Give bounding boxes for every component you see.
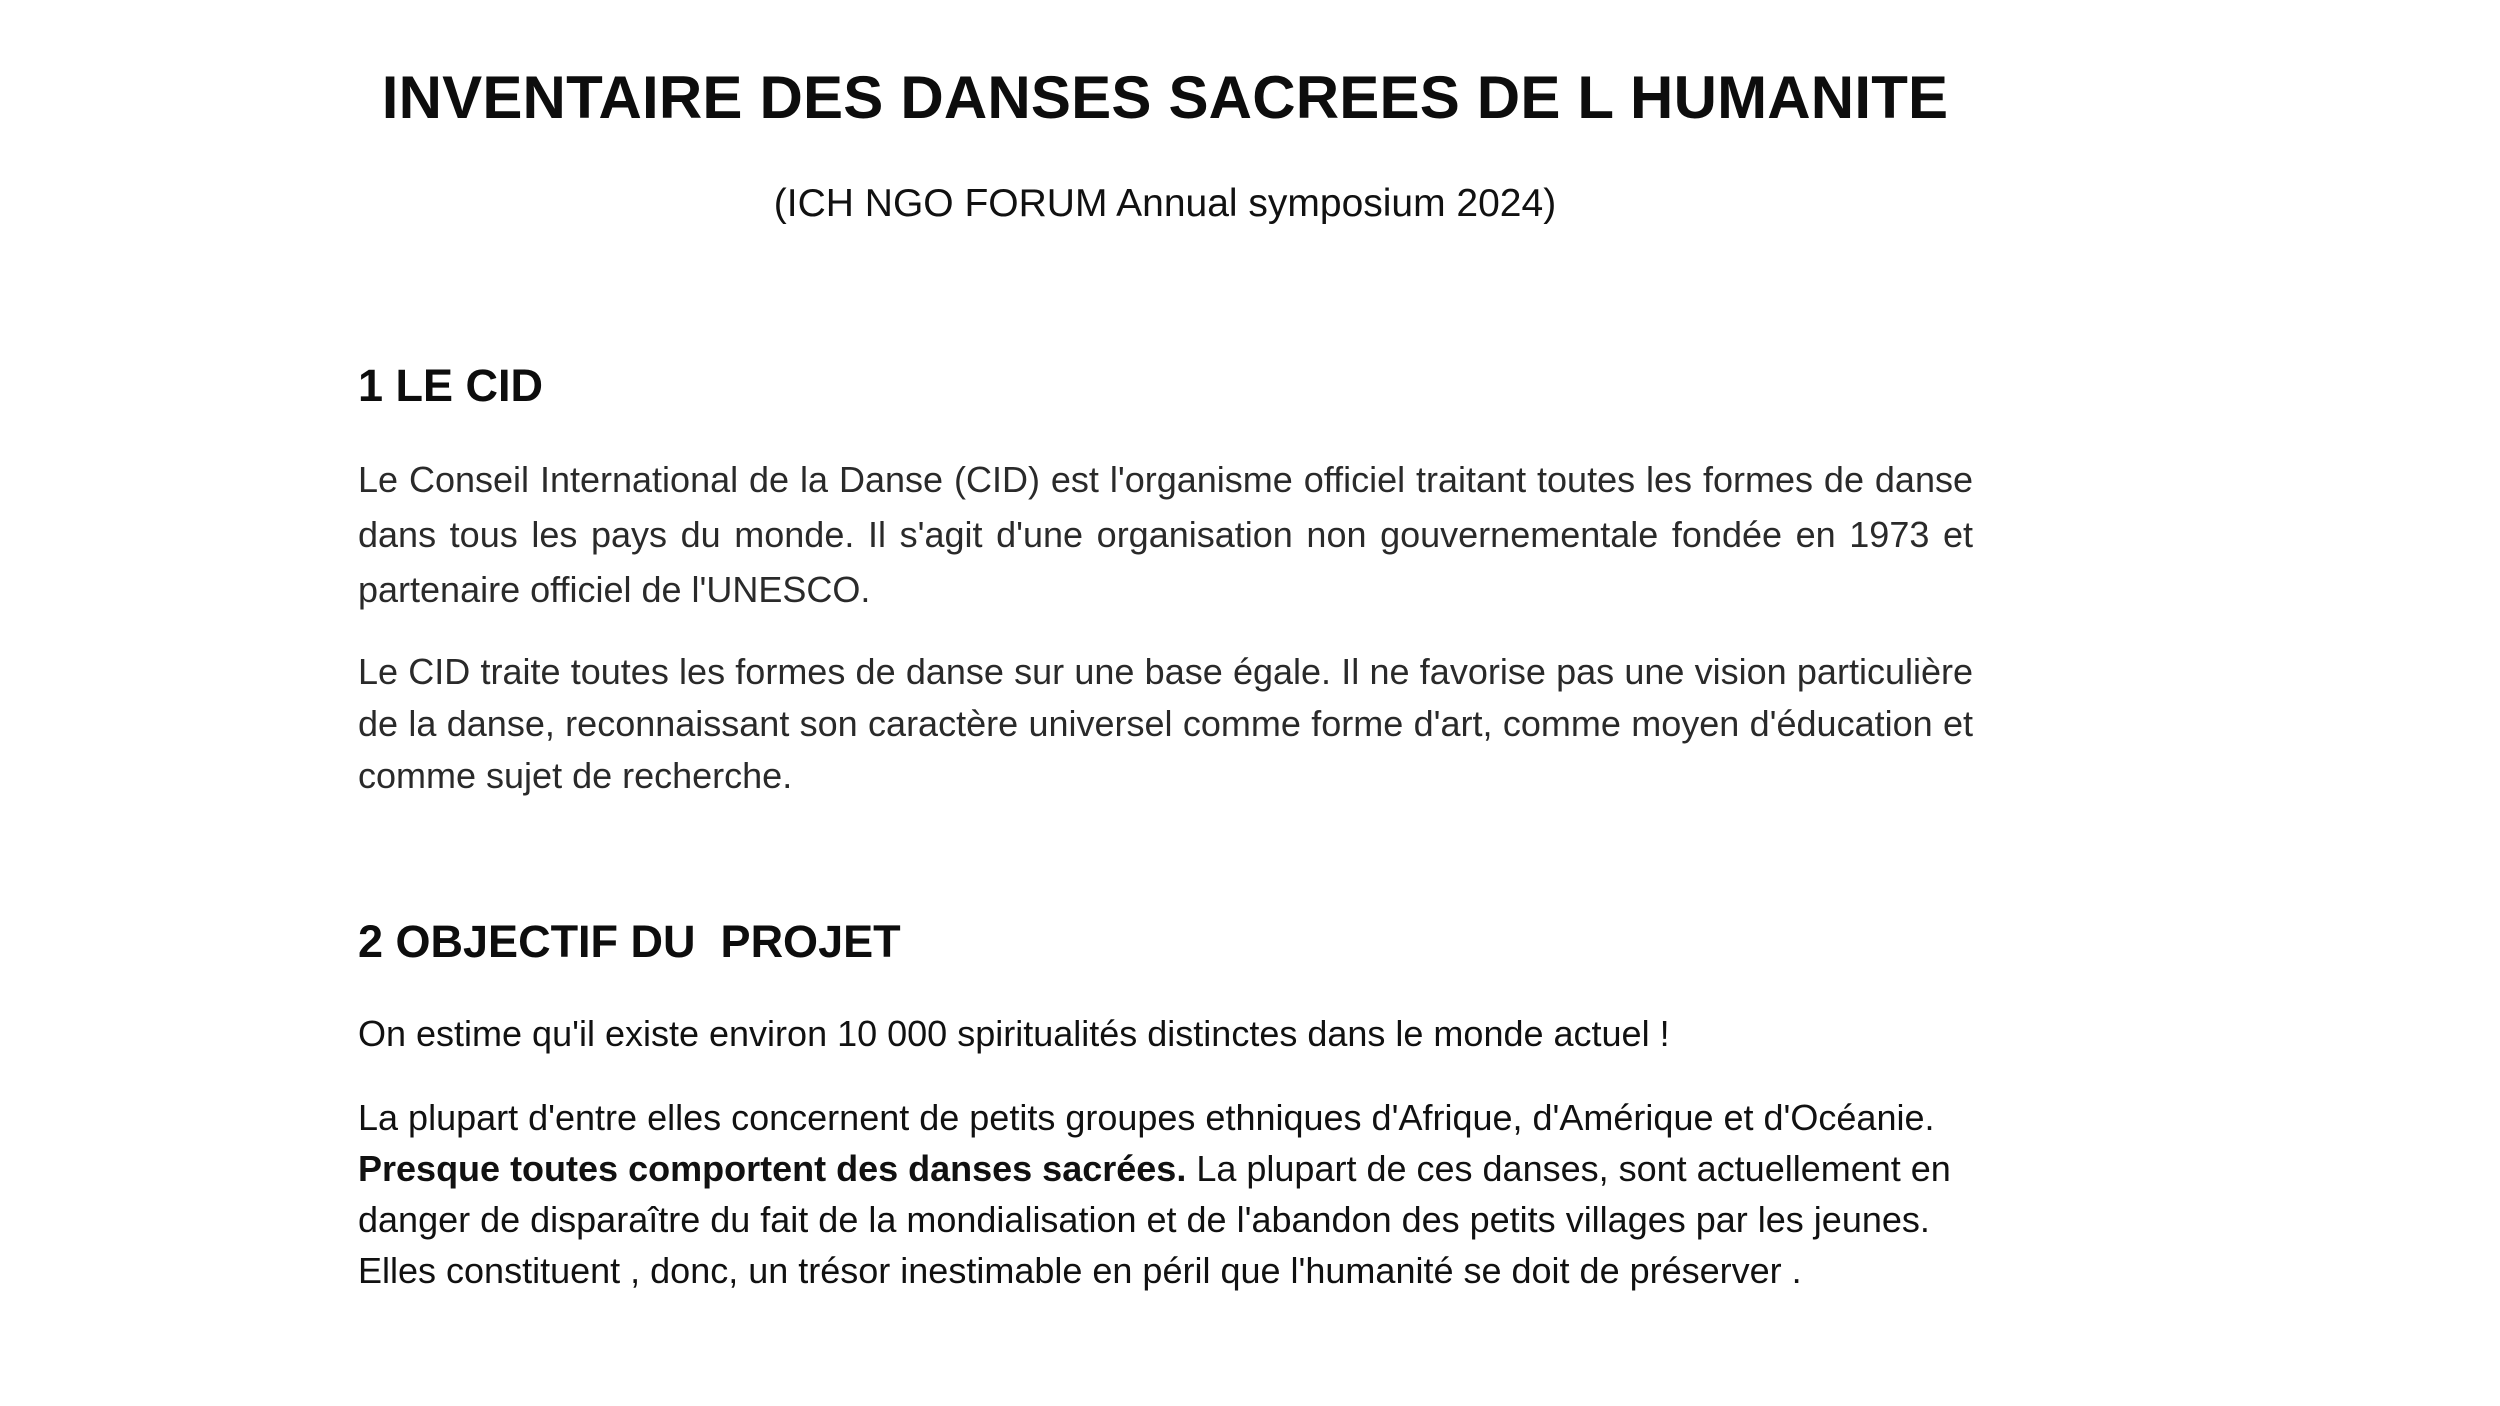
paragraph-danses-sacrees-emphasis: Presque toutes comportent des danses sacrées. — [358, 1148, 1187, 1189]
paragraph-danses-sacrees-rest: La plupart de ces danses, sont actuellement en danger de disparaître du fait de la mondialisation et de l'abandon des petits villages par les jeunes. Elles constituent , donc, un trésor inestimable en péril que l'humanité se doit de préserver . — [358, 1148, 1951, 1291]
document-title: INVENTAIRE DES DANSES SACREES DE L HUMANITE — [381, 64, 1949, 131]
paragraph-danses-sacrees-intro: La plupart d'entre elles concernent de petits groupes ethniques d'Afrique, d'Amérique et d'Océanie. — [358, 1097, 1935, 1138]
document-subtitle: (ICH NGO FORUM Annual symposium 2024) — [773, 182, 1557, 225]
paragraph-cid-intro: Le Conseil International de la Danse (CID) est l'organisme officiel traitant toutes les formes de danse dans tous les pays du monde. Il s'agit d'une organisation non gouvernementale fondée en 1973 et partenaire officiel de l'UNESCO. — [358, 459, 1973, 610]
section-heading-objectif: 2 OBJECTIF DU PROJET — [358, 916, 901, 967]
paragraph-spiritualites: On estime qu'il existe environ 10 000 spiritualités distinctes dans le monde actuel ! — [358, 1013, 1670, 1054]
paragraph-cid-scope: Le CID traite toutes les formes de danse sur une base égale. Il ne favorise pas une vision particulière de la danse, reconnaissant son caractère universel comme forme d'art, comme moyen d'éducation et comme sujet de recherche. — [358, 651, 1973, 796]
section-heading-cid: 1 LE CID — [358, 360, 544, 411]
paragraph-danses-sacrees — [358, 1092, 1978, 1296]
